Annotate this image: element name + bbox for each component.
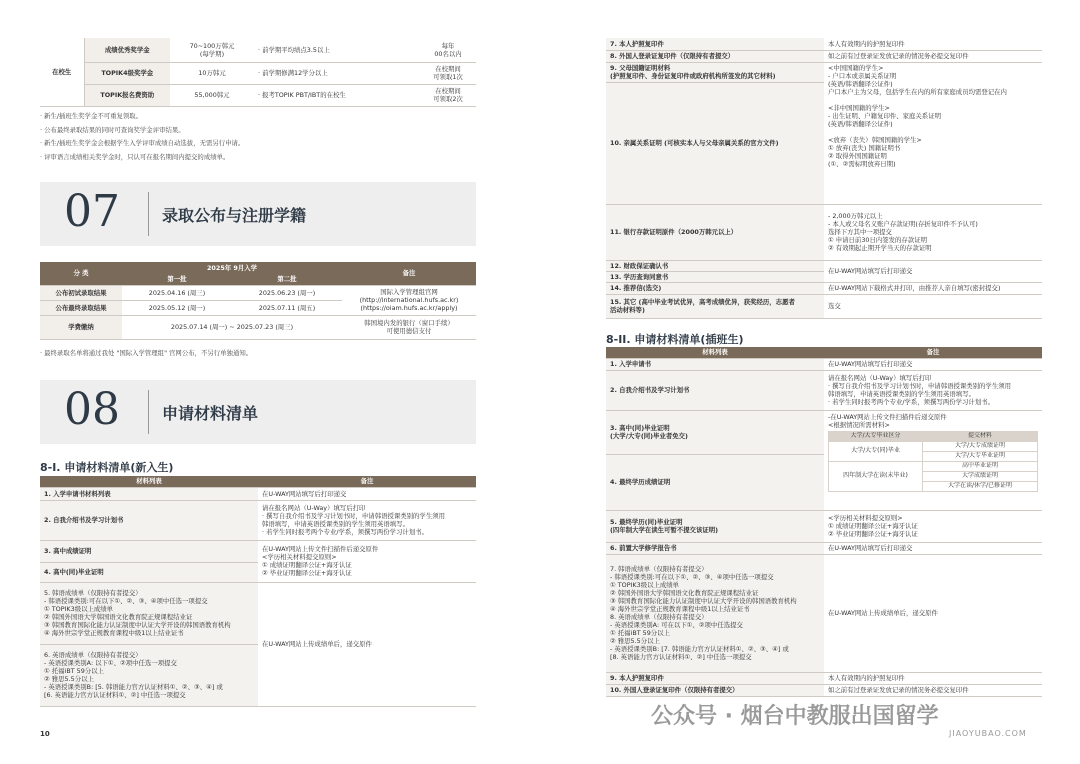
right-page bbox=[540, 0, 1080, 764]
section-title: 申请材料清单 bbox=[162, 404, 259, 423]
section-07-banner bbox=[40, 182, 476, 246]
material-note: <学历相关材料提交原则> ① 成绩证明翻译公证+海牙认证 ② 毕业证明翻译公证+海牙认证 bbox=[824, 510, 1042, 542]
material-note: 选交 bbox=[824, 294, 1042, 318]
subtable-cell: 大学成绩证明 bbox=[923, 471, 1038, 481]
material-note: 请在报名网站（U-Way）填写后打印 · 撰写自我介绍书及学习计划书时，申请韩语授课类别的学生须用 韩语填写，申请英语授课类别的学生须用英语填写。 · 若学生同时报考两个专业/学系，须撰写两份学习计划书。 bbox=[824, 370, 1042, 410]
tuition-period: 2025.07.14 (周一) ~ 2025.07.23 (周三) bbox=[122, 315, 342, 339]
subsection-title: 8-II. 申请材料清单(插班生) bbox=[606, 333, 744, 346]
watermark-sub: JIAOYUBAO.COM bbox=[949, 729, 1027, 738]
scholarship-condition: · 报考TOPIK PBT/IBT的在校生 bbox=[254, 84, 420, 106]
scholarship-quota: 在校期间 可领取1次 bbox=[420, 62, 476, 84]
subtable-group: 四年制大学在读(未毕业) bbox=[829, 461, 923, 491]
watermark bbox=[651, 693, 1071, 739]
material-item: 14. 推荐信(选交) bbox=[606, 282, 824, 294]
material-item: 7. 韩语成绩单（仅限持有者提交） - 韩语授课类别:可在以下①、②、③、④项中任选一项提交 ① TOPIK3级以上成绩单 ② 韩国外国语大学韩国语文化教育院正规课程结业证 ③ 韩国教育国际化能力认证制度中认证大学开设的韩国语教育机构 ④ 海外世宗学堂正规教育课程中级1以上结业证书 8. 英语成绩单（仅限持有者提交） - 英语授课类别A: 可在以下①、②项中任选提交 ① 托福iBT 59分以上 ② 雅思5.5分以上 - 英语授课类别B: [7. 韩语能力官方认证材料①、②、③、④] 或 [8. 英语能力官方认证材料①、②] 中任选一项提交 bbox=[606, 554, 824, 672]
scholarship-amount: 55,000韩元 bbox=[170, 84, 254, 106]
transfer-materials-table bbox=[606, 347, 1042, 697]
materials-table bbox=[40, 476, 476, 707]
material-item: 10. 亲属关系证明 (可核实本人与父母亲属关系的官方文件) bbox=[606, 82, 824, 204]
material-item: 6. 英语成绩单（仅限持有者提交） - 英语授课类别A: 以下①、②项中任选一项提交 ① 托福iBT 59分以上 ② 雅思5.5分以上 - 英语授课类别B: [5. 韩语能力官方认证材料①、②、③、④] 或 [6. 英语能力官方认证材料①、②] 中任选一项提交 bbox=[40, 644, 258, 706]
col-round1: 第一批 bbox=[122, 274, 232, 285]
subtable-cell: 大学/大专成绩证明 bbox=[923, 441, 1038, 451]
col-category: 分 类 bbox=[40, 262, 122, 285]
section-number: 07 bbox=[64, 186, 120, 237]
page-number: 10 bbox=[40, 730, 50, 738]
material-item: 7. 本人护照复印件 bbox=[606, 38, 824, 50]
row-label: 公布初试录取结果 bbox=[40, 285, 122, 300]
material-note: -在U-WAY网站上传文件扫描件后递交原件 <根据情况所需材料> bbox=[828, 412, 947, 429]
materials-table-continued bbox=[606, 38, 1042, 319]
section-divider bbox=[148, 192, 149, 236]
material-note: 请在报名网站（U-Way）填写后打印 · 撰写自我介绍书及学习计划书时，申请韩语授课类别的学生须用 韩语填写，申请英语授课类别的学生须用英语填写。 · 若学生同时报考两个专业/学系，须撰写两份学习计划书。 bbox=[258, 500, 476, 540]
admission-table bbox=[40, 262, 476, 340]
scholarship-condition: · 前学期修满12学分以上 bbox=[254, 62, 420, 84]
col-term: 2025年 9月入学 bbox=[122, 262, 342, 274]
scholarship-condition: · 前学期平均绩点3.5以上 bbox=[254, 38, 420, 62]
subtable-cell: 大学在读/休学/已修证明 bbox=[923, 481, 1038, 491]
material-item: 3. 高中(同)毕业证明 (大学/大专(同)毕业者免交) bbox=[606, 410, 824, 454]
material-note: 如之前有过登录证发放记录的情况务必提交复印件 bbox=[824, 684, 1042, 696]
material-item: 12. 财政保证确认书 bbox=[606, 260, 824, 271]
watermark-text: 公众号 · 烟台中教服出国留学 bbox=[651, 704, 939, 729]
material-item: 8. 外国人登录证复印件（仅限持有者提交） bbox=[606, 50, 824, 62]
section-title: 录取公布与注册学籍 bbox=[162, 206, 307, 225]
material-item: 10. 外国人登录证复印件（仅限持有者提交） bbox=[606, 684, 824, 696]
material-item: 6. 前置大学修学报告书 bbox=[606, 542, 824, 554]
material-note: 在U-WAY网站上传成绩单后，递交原件 bbox=[824, 554, 1042, 672]
group-label: 在校生 bbox=[40, 38, 84, 106]
subtable-group: 大学/大专(同)毕业 bbox=[829, 441, 923, 461]
material-note: 在U-WAY网站填写后打印递交 bbox=[824, 260, 1042, 282]
material-item: 5. 最终学历(同)毕业证明 (四年制大学在读生可暂不提交该证明) bbox=[606, 510, 824, 542]
round2-date: 2025.07.11 (周五) bbox=[232, 300, 342, 315]
material-note: - 2,000万韩元以上 - 本人或父母名义账户存款证明(存折复印件不予认可) 选择下方其中一项提交 ① 申请日前30日内签发的存款证明 ② 有效期起止期开学当天的存款证明 bbox=[824, 204, 1042, 260]
round1-date: 2025.04.16 (周三) bbox=[122, 285, 232, 300]
material-item: 3. 高中成绩证明 bbox=[40, 540, 258, 562]
material-note: 如之前有过登录证发放记录的情况务必提交复印件 bbox=[824, 50, 1042, 62]
material-item: 5. 韩语成绩单（仅限持有者提交） - 韩语授课类别:可在以下①、②、③、④项中任选一项提交 ① TOPIK3级以上成绩单 ② 韩国外国语大学韩国语文化教育院正规课程结业证 ③ 韩国教育国际化能力认证制度中认证大学开设的韩国语教育机构 ④ 海外世宗学堂正规教育课程中级1以上结业证书 bbox=[40, 582, 258, 644]
admission-note: · 最终录取名单将通过我处 "国际入学管理组" 官网公布，不另行单独通知。 bbox=[40, 349, 253, 357]
material-item: 13. 学历查询同意书 bbox=[606, 271, 824, 282]
scholarship-quota: 在校期间 可领取2次 bbox=[420, 84, 476, 106]
subtable-cell: 大学/大专毕业证明 bbox=[923, 451, 1038, 461]
col-remarks: 备注 bbox=[258, 476, 476, 487]
material-note: 本人有效期内的护照复印件 bbox=[824, 38, 1042, 50]
subtable-cell: 高中毕业证明 bbox=[923, 461, 1038, 471]
section-divider bbox=[148, 390, 149, 434]
material-item: 4. 最终学历成绩证明 bbox=[606, 454, 824, 510]
subtable-header: 提交材料 bbox=[923, 431, 1038, 441]
scholarship-amount: 70~100万韩元 (每学期) bbox=[170, 38, 254, 62]
scholarship-notes bbox=[40, 110, 244, 164]
scholarship-table bbox=[40, 38, 476, 107]
material-note: <中国国籍的学生> - 户口本或亲属关系证明 (英语/韩语翻译公证件) 户口本户主为父母，包括学生在内的所有家庭成员均需登记在内 <非中国国籍的学生> - 出生证明、户籍复印件、家庭关系证明 (英语/韩语翻译公证件) <放弃（丧失）韩国国籍的学生> ① 放弃(丧失) 国籍证明书 ② 取得外国国籍证明 (①、②需标明放弃日期) bbox=[824, 62, 1042, 204]
col-materials: 材料列表 bbox=[40, 476, 258, 487]
note-line: · 新生/插班生奖学金会根据学生入学评审成绩自动选拔，无需另行申请。 bbox=[40, 139, 245, 147]
scholarship-name: 成绩优秀奖学金 bbox=[84, 38, 170, 62]
note-line: · 公布最终录取结果的同时可查询奖学金评审结果。 bbox=[40, 125, 185, 134]
col-note: 备注 bbox=[342, 262, 476, 285]
col-materials: 材料列表 bbox=[606, 347, 824, 358]
material-note: 在U-WAY网站下载格式并打印，由推荐人亲自填写(密封提交) bbox=[824, 282, 1042, 294]
col-remarks: 备注 bbox=[824, 347, 1042, 358]
note-line: · 新生/插班生奖学金不可重复领取。 bbox=[40, 112, 143, 120]
row-label: 公布最终录取结果 bbox=[40, 300, 122, 315]
admission-note-2: 韩国境内发的银行（窗口手续） 可使用德信支付 bbox=[342, 315, 476, 339]
col-round2: 第二批 bbox=[232, 274, 342, 285]
material-note: 在U-WAY网站填写后打印递交 bbox=[258, 487, 476, 500]
round1-date: 2025.05.12 (周一) bbox=[122, 300, 232, 315]
section-number: 08 bbox=[64, 384, 120, 435]
material-note: 在U-WAY网站填写后打印递交 bbox=[824, 358, 1042, 370]
material-note: 在U-WAY网站上传文件扫描件后递交原件 <学历相关材料提交原则> ① 成绩证明翻译公证+海牙认证 ② 毕业证明翻译公证+海牙认证 bbox=[258, 540, 476, 582]
material-item: 9. 本人护照复印件 bbox=[606, 672, 824, 684]
material-item: 15. 其它 (高中毕业考试优异，高考成绩优异，获奖经历，志愿者 活动材料等) bbox=[606, 294, 824, 318]
row-label: 学费缴纳 bbox=[40, 315, 122, 339]
material-item: 1. 入学申请书材料列表 bbox=[40, 487, 258, 500]
material-item: 11. 银行存款证明原件（2000万韩元以上） bbox=[606, 204, 824, 260]
material-note: 本人有效期内的护照复印件 bbox=[824, 672, 1042, 684]
material-item: 9. 父母国籍证明材料 (护照复印件、身份证复印件或政府机构所签发的其它材料) bbox=[606, 62, 824, 82]
material-item: 4. 高中(同)毕业证明 bbox=[40, 562, 258, 582]
scholarship-name: TOPIK报名费资助 bbox=[84, 84, 170, 106]
material-item: 2. 自我介绍书及学习计划书 bbox=[606, 370, 824, 410]
admission-note-1: 国际入学管理组官网 (http://international.hufs.ac.kr) (https://oiam.hufs.ac.kr/apply) bbox=[342, 285, 476, 315]
material-note-with-subtable bbox=[824, 410, 1042, 510]
scholarship-amount: 10万韩元 bbox=[170, 62, 254, 84]
round2-date: 2025.06.23 (周一) bbox=[232, 285, 342, 300]
material-note: 在U-WAY网站填写后打印递交 bbox=[824, 542, 1042, 554]
subtable-header: 大学/大专毕业区分 bbox=[829, 431, 923, 441]
material-item: 2. 自我介绍书及学习计划书 bbox=[40, 500, 258, 540]
scholarship-quota: 每年 00名以内 bbox=[420, 38, 476, 62]
material-item: 1. 入学申请书 bbox=[606, 358, 824, 370]
note-line: · 评审语言成绩相关奖学金时，只认可在报名期间内提交的成绩单。 bbox=[40, 152, 230, 161]
subsection-title: 8-I. 申请材料清单(新入生) bbox=[40, 461, 174, 474]
graduation-subtable bbox=[828, 431, 1038, 492]
scholarship-name: TOPIK4级奖学金 bbox=[84, 62, 170, 84]
section-08-banner bbox=[40, 380, 476, 444]
material-note: 在U-WAY网站上传成绩单后，递交原件 bbox=[258, 582, 476, 706]
